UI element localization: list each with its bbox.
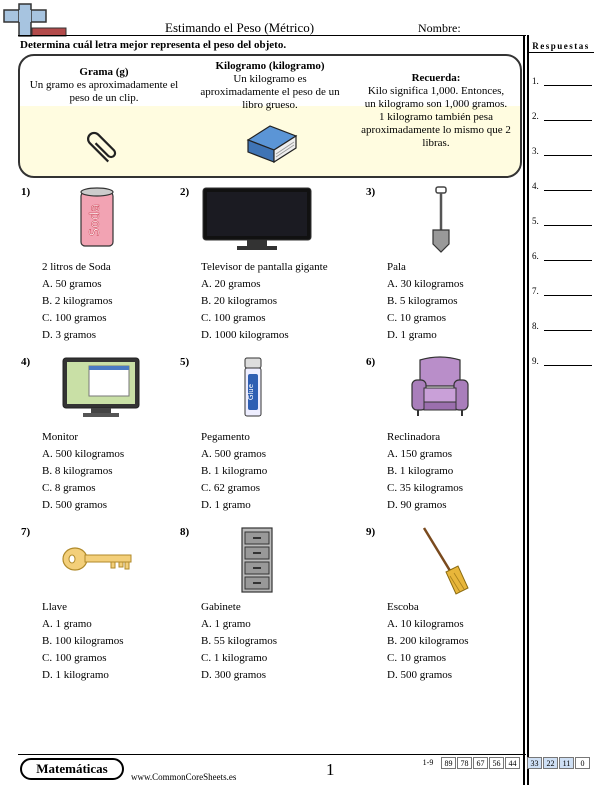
cabinet-icon	[240, 526, 274, 594]
answers-heading-line	[528, 52, 594, 53]
answer-number: 6.	[532, 251, 539, 261]
score-cell: 0	[575, 757, 590, 769]
option-c[interactable]: C. 100 gramos	[42, 652, 107, 664]
item-name: Llave	[42, 601, 68, 613]
problem-number: 2)	[180, 186, 190, 198]
logo-plus-icon	[2, 2, 68, 38]
paperclip-icon	[82, 124, 126, 168]
brand-badge: Matemáticas	[20, 758, 124, 780]
page-number: 1	[326, 760, 335, 779]
option-a[interactable]: A. 500 kilogramos	[42, 448, 125, 460]
answer-number: 4.	[532, 181, 539, 191]
gram-info	[20, 60, 188, 105]
score-cell: 89	[441, 757, 456, 769]
option-d[interactable]: D. 1 gramo	[387, 329, 437, 341]
tv-icon	[201, 186, 313, 252]
option-c[interactable]: C. 100 gramos	[42, 312, 107, 324]
problem-5	[180, 356, 360, 526]
option-b[interactable]: B. 1 kilogramo	[387, 465, 454, 477]
item-name: Televisor de pantalla gigante	[201, 261, 328, 273]
option-d[interactable]: D. 1 kilogramo	[42, 669, 109, 681]
soda-label: Soda	[88, 203, 103, 237]
problem-text	[42, 429, 124, 514]
item-name: Reclinadora	[387, 431, 441, 443]
header-divider	[18, 35, 526, 36]
option-a[interactable]: A. 10 kilogramos	[387, 618, 464, 630]
option-c[interactable]: C. 100 gramos	[201, 312, 266, 324]
option-a[interactable]: A. 1 gramo	[201, 618, 251, 630]
answers-heading: Respuestas	[532, 41, 590, 51]
answer-line[interactable]	[544, 260, 592, 261]
problem-number: 9)	[366, 526, 376, 538]
soda-can-icon	[77, 186, 119, 250]
glue-label: Glue	[247, 383, 255, 401]
score-cell: 78	[457, 757, 472, 769]
item-name: Escoba	[387, 601, 419, 613]
answer-line[interactable]	[544, 225, 592, 226]
problem-8	[180, 526, 360, 696]
option-b[interactable]: B. 8 kilogramos	[42, 465, 113, 477]
option-d[interactable]: D. 300 gramos	[201, 669, 267, 681]
score-cell: 67	[473, 757, 488, 769]
problem-text	[387, 599, 469, 684]
problem-2	[180, 186, 360, 356]
option-b[interactable]: B. 5 kilogramos	[387, 295, 458, 307]
item-name: Gabinete	[201, 601, 241, 613]
gram-title: Grama (g)	[79, 66, 129, 78]
answer-line[interactable]	[544, 120, 592, 121]
answer-row-2[interactable]	[532, 111, 594, 125]
answer-line[interactable]	[544, 295, 592, 296]
name-label: Nombre:	[418, 21, 461, 35]
remember-title: Recuerda:	[411, 72, 461, 84]
answer-row-1[interactable]	[532, 76, 594, 90]
broom-icon	[420, 526, 470, 596]
score-range: 1-9	[422, 758, 434, 767]
option-b[interactable]: B. 100 kilogramos	[42, 635, 124, 647]
problem-number: 6)	[366, 356, 376, 368]
problem-number: 5)	[180, 356, 190, 368]
kilogram-info	[190, 60, 350, 112]
option-a[interactable]: A. 50 gramos	[42, 278, 102, 290]
problem-4	[21, 356, 201, 526]
problem-text	[387, 429, 463, 514]
recliner-icon	[410, 356, 470, 420]
answer-row-3[interactable]	[532, 146, 594, 160]
problem-7	[21, 526, 201, 696]
item-name: Monitor	[42, 431, 79, 443]
book-icon	[244, 120, 300, 166]
problem-6	[366, 356, 546, 526]
option-c[interactable]: C. 10 gramos	[387, 312, 446, 324]
item-name: Pala	[387, 261, 406, 273]
kilogram-text-3: libro grueso.	[242, 99, 298, 111]
option-c[interactable]: C. 35 kilogramos	[387, 482, 464, 494]
page-title: Estimando el Peso (Métrico)	[165, 20, 315, 35]
glue-stick-icon	[240, 356, 266, 420]
option-a[interactable]: A. 30 kilogramos	[387, 278, 464, 290]
answer-number: 5.	[532, 216, 539, 226]
option-c[interactable]: C. 62 gramos	[201, 482, 260, 494]
option-b[interactable]: B. 20 kilogramos	[201, 295, 278, 307]
answer-number: 7.	[532, 286, 539, 296]
site-url[interactable]: www.CommonCoreSheets.es	[131, 772, 237, 782]
problem-1	[21, 186, 201, 356]
problem-text	[42, 599, 124, 684]
remember-text-2: un kilogramo son 1,000 gramos.	[364, 98, 508, 110]
answer-number: 9.	[532, 356, 539, 366]
problem-number: 3)	[366, 186, 376, 198]
info-box	[18, 54, 522, 178]
problem-text	[201, 259, 328, 344]
answer-line[interactable]	[544, 190, 592, 191]
option-c[interactable]: C. 1 kilogramo	[201, 652, 268, 664]
option-b[interactable]: B. 2 kilogramos	[42, 295, 113, 307]
problem-number: 8)	[180, 526, 190, 538]
option-d[interactable]: D. 90 gramos	[387, 499, 447, 511]
option-a[interactable]: A. 150 gramos	[387, 448, 453, 460]
option-b[interactable]: B. 1 kilogramo	[201, 465, 268, 477]
problem-text	[201, 599, 277, 684]
answer-line[interactable]	[544, 330, 592, 331]
problem-text	[42, 259, 113, 344]
option-d[interactable]: D. 1 gramo	[201, 499, 251, 511]
problem-number: 4)	[21, 356, 31, 368]
problem-number: 7)	[21, 526, 31, 538]
problem-number: 1)	[21, 186, 31, 198]
problem-3	[366, 186, 546, 356]
option-d[interactable]: D. 500 gramos	[42, 499, 108, 511]
answer-line[interactable]	[544, 85, 592, 86]
score-cell: 56	[489, 757, 504, 769]
score-cell: 44	[505, 757, 520, 769]
option-a[interactable]: A. 20 gramos	[201, 278, 261, 290]
remember-text-3: 1 kilogramo también pesa	[379, 111, 493, 123]
instructions: Determina cuál letra mejor representa el peso del objeto.	[20, 39, 287, 51]
option-b[interactable]: B. 55 kilogramos	[201, 635, 278, 647]
item-name: 2 litros de Soda	[42, 261, 111, 273]
monitor-icon	[61, 356, 141, 420]
remember-text-4: aproximadamente lo mismo que 2	[361, 124, 511, 136]
gram-text-2: peso de un clip.	[69, 92, 139, 104]
option-a[interactable]: A. 500 gramos	[201, 448, 267, 460]
footer-divider	[18, 754, 526, 755]
answer-number: 2.	[532, 111, 539, 121]
option-d[interactable]: D. 3 gramos	[42, 329, 97, 341]
answer-number: 1.	[532, 76, 539, 86]
remember-info	[352, 60, 520, 150]
answer-number: 3.	[532, 146, 539, 156]
key-icon	[61, 542, 133, 576]
score-cell: 33	[527, 757, 542, 769]
item-name: Pegamento	[201, 431, 250, 443]
answer-number: 8.	[532, 321, 539, 331]
option-d[interactable]: D. 1000 kilogramos	[201, 329, 289, 341]
answer-line[interactable]	[544, 155, 592, 156]
option-b[interactable]: B. 200 kilogramos	[387, 635, 469, 647]
score-cell: 11	[559, 757, 574, 769]
remember-text-5: libras.	[422, 137, 450, 149]
problem-text	[201, 429, 267, 514]
option-c[interactable]: C. 8 gramos	[42, 482, 96, 494]
option-a[interactable]: A. 1 gramo	[42, 618, 92, 630]
score-cell: 22	[543, 757, 558, 769]
shovel-icon	[426, 186, 456, 254]
kilogram-title: Kilogramo (kilogramo)	[215, 60, 325, 72]
answer-line[interactable]	[544, 365, 592, 366]
problem-9	[366, 526, 546, 696]
gram-text-1: Un gramo es aproximadamente el	[29, 79, 179, 91]
remember-text-1: Kilo significa 1,000. Entonces,	[367, 85, 505, 97]
problem-text	[387, 259, 464, 344]
kilogram-text-1: Un kilogramo es	[233, 73, 307, 85]
kilogram-text-2: aproximadamente el peso de un	[200, 86, 340, 98]
option-d[interactable]: D. 500 gramos	[387, 669, 453, 681]
option-c[interactable]: C. 10 gramos	[387, 652, 446, 664]
